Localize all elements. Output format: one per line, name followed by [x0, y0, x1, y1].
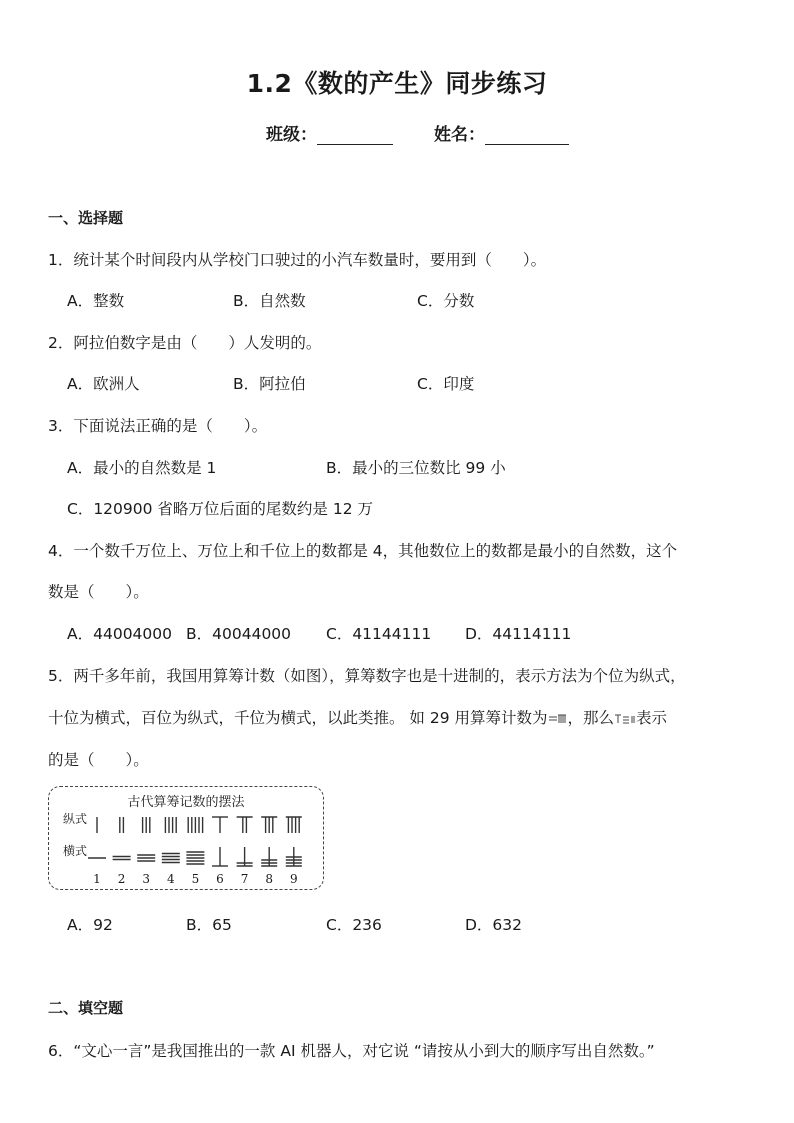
q5-line2-part-c: 表示: [636, 709, 668, 727]
rod-numeral-29-icon: [548, 713, 568, 725]
name-blank[interactable]: [485, 126, 569, 145]
page-title: 1.2《数的产生》同步练习: [246, 69, 548, 98]
q5-option-a[interactable]: A．92: [67, 916, 113, 934]
rod-number-label: 1: [93, 872, 101, 886]
q1-option-a[interactable]: A．整数: [67, 292, 125, 310]
q5-line2-part-a: 十位为横式，百位为纵式，千位为横式，以此类推。 如 29 用算筹计数为: [48, 709, 548, 727]
q1-option-c[interactable]: C．分数: [417, 292, 475, 310]
section-choice-heading: 一、选择题: [48, 209, 124, 227]
question-5-text-line1: 5．两千多年前，我国用算筹计数（如图），算筹数字也是十进制的，表示方法为个位为纵式，: [48, 667, 686, 685]
rod-number-label: 2: [117, 872, 126, 886]
vertical-form-label: 纵式: [63, 812, 88, 826]
q1-option-b[interactable]: B．自然数: [233, 292, 306, 310]
question-6-text: 6．“文心一言”是我国推出的一款 AI 机器人，对它说 “请按从小到大的顺序写出自然数。”: [48, 1042, 655, 1060]
question-1-text: 1．统计某个时间段内从学校门口驶过的小汽车数量时，要用到（ ）。: [48, 251, 547, 269]
rod-number-label: 5: [191, 872, 200, 886]
rod-number-label: 7: [240, 872, 249, 886]
horizontal-form-label: 横式: [63, 844, 88, 858]
question-4-text-line2: 数是（ ）。: [48, 583, 149, 601]
rod-number-label: 3: [142, 872, 150, 886]
q2-option-b[interactable]: B．阿拉伯: [233, 375, 306, 393]
rod-number-label: 9: [289, 872, 298, 886]
q4-option-d[interactable]: D．44114111: [465, 625, 572, 643]
name-field: [434, 120, 569, 145]
question-5-text-line3: 的是（ ）。: [48, 751, 149, 769]
rod-number-label: 4: [166, 872, 175, 886]
class-field: [266, 120, 393, 145]
q3-option-c[interactable]: C．120900 省略万位后面的尾数约是 12 万: [67, 500, 373, 518]
q4-option-b[interactable]: B．40044000: [186, 625, 292, 643]
rod-number-label: 6: [216, 872, 224, 886]
rod-number-label: 8: [265, 872, 273, 886]
q3-option-a[interactable]: A．最小的自然数是 1: [67, 459, 217, 477]
q5-option-d[interactable]: D．632: [465, 916, 523, 934]
q4-option-a[interactable]: A．44004000: [67, 625, 172, 643]
class-label: 班级：: [266, 125, 317, 145]
q4-option-c[interactable]: C．41144111: [326, 625, 432, 643]
question-2-text: 2．阿拉伯数字是由（ ）人发明的。: [48, 334, 322, 352]
q3-option-b[interactable]: B．最小的三位数比 99 小: [326, 459, 506, 477]
question-5-text-line2: [48, 706, 667, 728]
q2-option-a[interactable]: A．欧洲人: [67, 375, 140, 393]
q5-option-b[interactable]: B．65: [186, 916, 232, 934]
section-fill-heading: 二、填空题: [48, 999, 124, 1017]
name-label: 姓名：: [434, 125, 485, 145]
rod-numeral-question-icon: [614, 713, 636, 725]
class-blank[interactable]: [317, 126, 393, 145]
question-3-text: 3．下面说法正确的是（ ）。: [48, 417, 268, 435]
counting-rods-figure: [48, 786, 324, 890]
q5-option-c[interactable]: C．236: [326, 916, 382, 934]
figure-title: 古代算筹记数的摆法: [127, 795, 245, 810]
q2-option-c[interactable]: C．印度: [417, 375, 475, 393]
question-4-text-line1: 4．一个数千万位上、万位上和千位上的数都是 4，其他数位上的数都是最小的自然数，这个: [48, 542, 678, 560]
q5-line2-part-b: ，那么: [567, 709, 615, 727]
